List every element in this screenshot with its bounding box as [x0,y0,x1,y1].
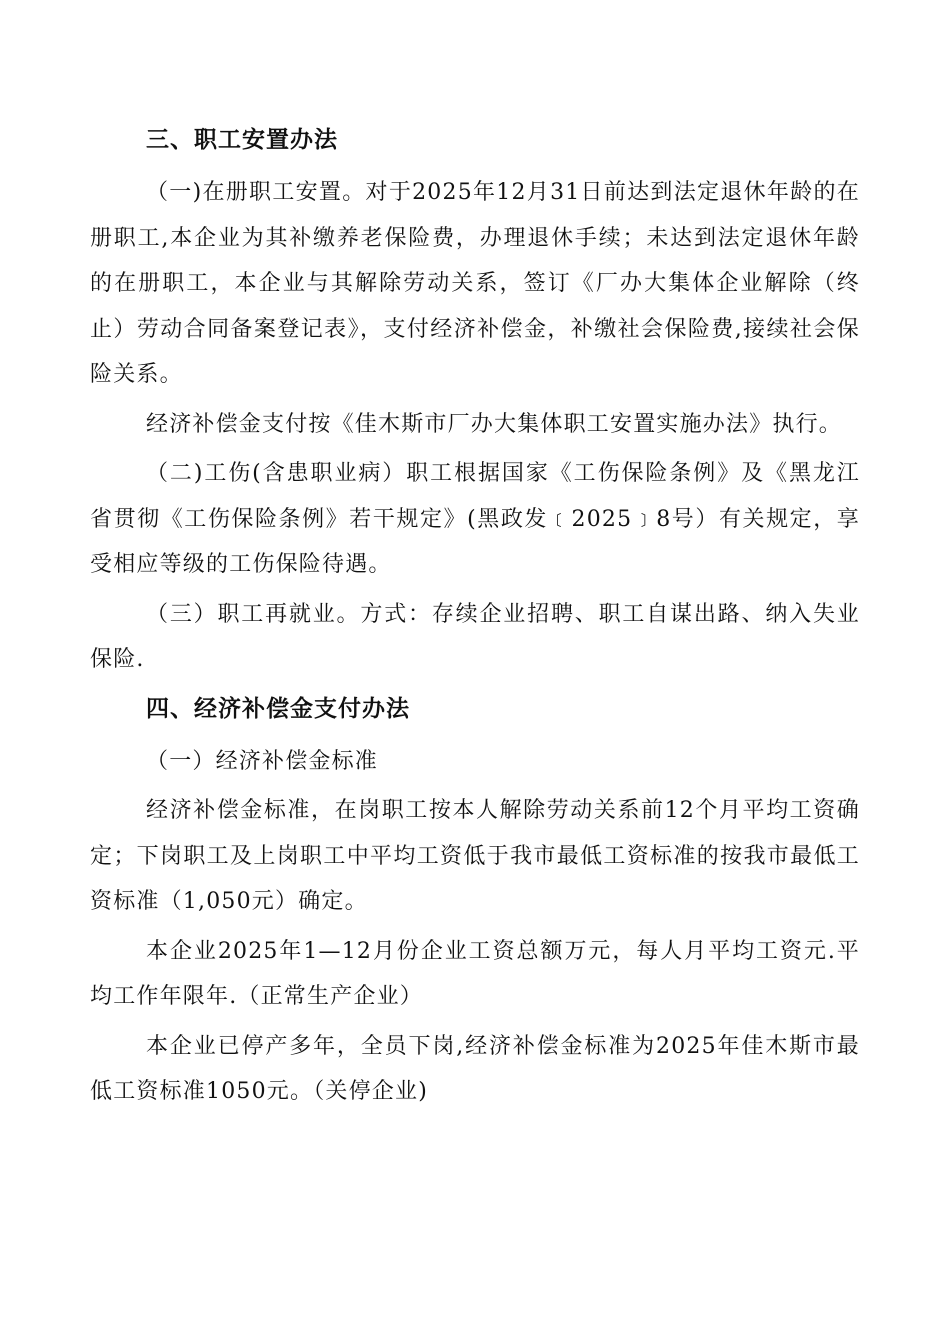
paragraph-normal-production: 本企业2025年1—12月份企业工资总额万元，每人月平均工资元.平均工作年限年.（正常生产企业） [90,938,860,1009]
paragraph-compensation-basis: 经济补偿金支付按《佳木斯市厂办大集体职工安置实施办法》执行。 [146,411,843,437]
subheading-compensation-standard: （一）经济补偿金标准 [146,748,379,774]
paragraph-compensation-standard: 经济补偿金标准，在岗职工按本人解除劳动关系前12个月平均工资确定；下岗职工及上岗职工中平均工资低于我市最低工资标准的按我市最低工资标准（1,050元）确定。 [90,798,860,914]
section-heading-compensation-payment: 四、经济补偿金支付办法 [146,695,410,722]
paragraph-reemployment: （三）职工再就业。方式：存续企业招聘、职工自谋出路、纳入失业保险. [90,601,860,672]
section-heading-staff-placement: 三、职工安置办法 [146,127,338,153]
document-page [90,118,860,1119]
paragraph-closed-enterprise: 本企业已停产多年，全员下岗,经济补偿金标准为2025年佳木斯市最低工资标准1050元。（关停企业) [90,1033,860,1104]
paragraph-work-injury: （二)工伤(含患职业病）职工根据国家《工伤保险条例》及《黑龙江省贯彻《工伤保险条例》若干规定》(黑政发﹝2025﹞8号）有关规定，享受相应等级的工伤保险待遇。 [90,461,860,577]
paragraph-registered-staff: （一)在册职工安置。对于2025年12月31日前达到法定退休年龄的在册职工,本企业为其补缴养老保险费，办理退休手续；未达到法定退休年龄的在册职工，本企业与其解除劳动关系，签订《厂办大集体企业解除（终止）劳动合同备案登记表》，支付经济补偿金，补缴社会保险费,接续社会保险关系。 [90,180,860,387]
